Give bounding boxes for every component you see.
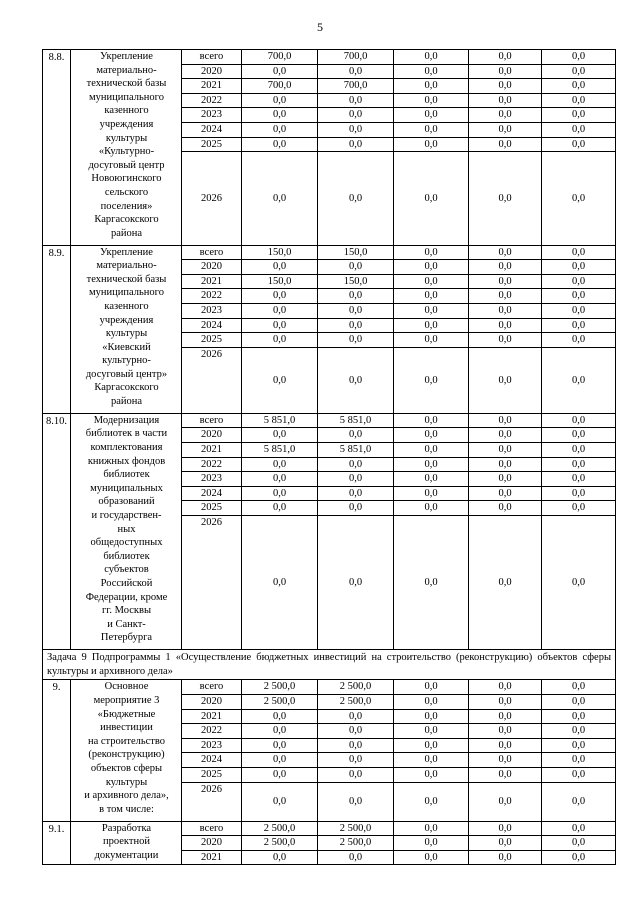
year-cell: 2021 — [182, 79, 242, 94]
value-cell: 0,0 — [469, 428, 542, 443]
value-cell: 0,0 — [542, 753, 616, 768]
value-cell: 0,0 — [318, 137, 394, 152]
value-cell: 0,0 — [542, 724, 616, 739]
value-cell: 0,0 — [469, 318, 542, 333]
value-cell: 0,0 — [469, 767, 542, 782]
value-cell: 0,0 — [394, 695, 469, 710]
value-cell: 0,0 — [542, 245, 616, 260]
budget-table — [42, 49, 616, 865]
value-cell: 0,0 — [394, 709, 469, 724]
value-cell: 0,0 — [318, 472, 394, 487]
value-cell: 0,0 — [394, 850, 469, 865]
value-cell: 0,0 — [469, 303, 542, 318]
table-row — [43, 680, 616, 695]
value-cell: 5 851,0 — [318, 413, 394, 428]
item-number: 9.1. — [43, 821, 71, 865]
value-cell: 0,0 — [242, 709, 318, 724]
year-cell: 2023 — [182, 303, 242, 318]
value-cell: 0,0 — [542, 850, 616, 865]
item-name-line: досуговый центр» — [85, 368, 168, 380]
value-cell: 0,0 — [394, 443, 469, 458]
year-cell: всего — [182, 821, 242, 836]
value-cell: 0,0 — [242, 767, 318, 782]
item-name-line: (реконструкцию) — [88, 749, 165, 761]
year-cell: 2020 — [182, 836, 242, 851]
value-cell: 0,0 — [469, 680, 542, 695]
item-name-line: инвестиции — [100, 722, 153, 734]
value-cell: 0,0 — [469, 108, 542, 123]
value-cell: 150,0 — [318, 245, 394, 260]
value-cell: 0,0 — [394, 724, 469, 739]
value-cell: 0,0 — [394, 782, 469, 821]
value-cell: 2 500,0 — [242, 821, 318, 836]
item-name-line: комплектования — [90, 442, 163, 454]
item-name-line: ных — [117, 523, 136, 535]
value-cell: 0,0 — [469, 516, 542, 650]
year-cell: всего — [182, 245, 242, 260]
value-cell: 0,0 — [394, 122, 469, 137]
value-cell: 0,0 — [542, 137, 616, 152]
value-cell: 0,0 — [469, 93, 542, 108]
year-cell: 2021 — [182, 850, 242, 865]
value-cell: 0,0 — [542, 709, 616, 724]
year-cell: 2021 — [182, 443, 242, 458]
value-cell: 0,0 — [542, 413, 616, 428]
year-cell: 2022 — [182, 289, 242, 304]
value-cell: 700,0 — [318, 50, 394, 65]
value-cell: 0,0 — [318, 850, 394, 865]
item-name-line: Основное — [104, 681, 149, 693]
value-cell: 0,0 — [394, 303, 469, 318]
year-cell: 2024 — [182, 318, 242, 333]
value-cell: 0,0 — [318, 738, 394, 753]
value-cell: 0,0 — [394, 347, 469, 413]
value-cell: 0,0 — [469, 836, 542, 851]
item-name-line: учреждения — [99, 118, 154, 130]
value-cell: 0,0 — [394, 767, 469, 782]
value-cell: 0,0 — [318, 347, 394, 413]
value-cell: 0,0 — [318, 152, 394, 245]
item-name-line: казенного — [104, 105, 149, 117]
value-cell: 0,0 — [318, 782, 394, 821]
value-cell: 0,0 — [242, 260, 318, 275]
value-cell: 0,0 — [318, 260, 394, 275]
value-cell: 2 500,0 — [318, 836, 394, 851]
year-cell: 2022 — [182, 457, 242, 472]
value-cell: 0,0 — [318, 122, 394, 137]
value-cell: 0,0 — [469, 738, 542, 753]
value-cell: 150,0 — [242, 274, 318, 289]
year-cell: 2025 — [182, 137, 242, 152]
year-cell: 2024 — [182, 486, 242, 501]
year-cell: всего — [182, 680, 242, 695]
value-cell: 0,0 — [394, 457, 469, 472]
value-cell: 0,0 — [542, 428, 616, 443]
value-cell: 700,0 — [242, 50, 318, 65]
year-cell: 2021 — [182, 709, 242, 724]
item-name-line: Каргасокского — [94, 382, 159, 394]
value-cell: 0,0 — [318, 318, 394, 333]
value-cell: 0,0 — [469, 472, 542, 487]
item-name-line: библиотек — [103, 550, 150, 562]
item-name-line: и архивного дела», — [84, 790, 169, 802]
value-cell: 0,0 — [318, 753, 394, 768]
item-name-line: книжных фондов — [87, 455, 166, 467]
item-name-line: муниципальных — [90, 482, 163, 494]
item-name-line: «Киевский — [102, 341, 151, 353]
year-cell: всего — [182, 413, 242, 428]
value-cell: 0,0 — [394, 413, 469, 428]
item-name-line: гг. Москвы — [101, 605, 152, 617]
table-row — [43, 821, 616, 836]
value-cell: 0,0 — [469, 457, 542, 472]
value-cell: 0,0 — [542, 443, 616, 458]
value-cell: 0,0 — [242, 724, 318, 739]
value-cell: 0,0 — [542, 516, 616, 650]
item-name — [71, 680, 182, 821]
value-cell: 0,0 — [394, 50, 469, 65]
value-cell: 0,0 — [469, 709, 542, 724]
value-cell: 0,0 — [394, 738, 469, 753]
value-cell: 0,0 — [242, 64, 318, 79]
item-number: 8.9. — [43, 245, 71, 413]
value-cell: 0,0 — [469, 79, 542, 94]
value-cell: 0,0 — [242, 753, 318, 768]
item-name-line: «Культурно- — [98, 146, 155, 158]
value-cell: 0,0 — [542, 472, 616, 487]
value-cell: 0,0 — [318, 709, 394, 724]
value-cell: 0,0 — [242, 782, 318, 821]
value-cell: 0,0 — [394, 152, 469, 245]
value-cell: 0,0 — [469, 333, 542, 348]
item-name-line: материально- — [96, 64, 157, 76]
value-cell: 2 500,0 — [318, 821, 394, 836]
table-row — [43, 245, 616, 260]
value-cell: 0,0 — [394, 428, 469, 443]
year-cell: 2026 — [182, 516, 242, 650]
item-name-line: Разработка — [101, 822, 152, 834]
value-cell: 0,0 — [394, 79, 469, 94]
value-cell: 0,0 — [469, 260, 542, 275]
item-name-line: Федерации, кроме — [85, 591, 168, 603]
value-cell: 0,0 — [469, 695, 542, 710]
value-cell: 0,0 — [542, 122, 616, 137]
item-name-line: объектов сферы — [90, 762, 163, 774]
value-cell: 5 851,0 — [242, 413, 318, 428]
value-cell: 0,0 — [542, 152, 616, 245]
value-cell: 0,0 — [542, 782, 616, 821]
table-row — [43, 413, 616, 428]
value-cell: 0,0 — [318, 93, 394, 108]
table-row — [43, 50, 616, 65]
item-name-line: культуры — [105, 328, 148, 340]
value-cell: 0,0 — [469, 245, 542, 260]
value-cell: 0,0 — [469, 850, 542, 865]
value-cell: 0,0 — [542, 289, 616, 304]
year-cell: 2021 — [182, 274, 242, 289]
item-name-line: технической базы — [86, 273, 167, 285]
item-name-line: культурно- — [102, 355, 151, 367]
year-cell: 2023 — [182, 738, 242, 753]
item-name-line: проектной — [103, 836, 150, 848]
item-name-line: документации — [94, 849, 159, 861]
item-number: 9. — [43, 680, 71, 821]
value-cell: 0,0 — [469, 821, 542, 836]
value-cell: 0,0 — [542, 486, 616, 501]
value-cell: 0,0 — [469, 486, 542, 501]
value-cell: 0,0 — [469, 64, 542, 79]
year-cell: 2025 — [182, 501, 242, 516]
value-cell: 0,0 — [242, 152, 318, 245]
item-name-line: досуговый центр — [88, 159, 165, 171]
value-cell: 0,0 — [242, 122, 318, 137]
value-cell: 0,0 — [542, 695, 616, 710]
item-name-line: мероприятие 3 — [93, 695, 160, 707]
value-cell: 0,0 — [394, 318, 469, 333]
value-cell: 0,0 — [242, 516, 318, 650]
value-cell: 150,0 — [242, 245, 318, 260]
value-cell: 0,0 — [242, 108, 318, 123]
value-cell: 0,0 — [318, 333, 394, 348]
value-cell: 0,0 — [242, 501, 318, 516]
year-cell: 2020 — [182, 260, 242, 275]
year-cell: 2026 — [182, 152, 242, 245]
value-cell: 0,0 — [469, 443, 542, 458]
value-cell: 0,0 — [318, 516, 394, 650]
item-name-line: культуры — [105, 776, 148, 788]
item-name-line: Укрепление — [100, 51, 153, 62]
value-cell: 0,0 — [242, 486, 318, 501]
value-cell: 0,0 — [542, 767, 616, 782]
value-cell: 0,0 — [469, 413, 542, 428]
value-cell: 0,0 — [318, 303, 394, 318]
value-cell: 2 500,0 — [242, 695, 318, 710]
item-name-line: материально- — [96, 260, 157, 272]
item-name-line: субъектов — [104, 564, 149, 576]
item-number: 8.8. — [43, 50, 71, 246]
value-cell: 0,0 — [469, 137, 542, 152]
item-name-line: района — [110, 396, 143, 408]
value-cell: 0,0 — [242, 93, 318, 108]
value-cell: 0,0 — [318, 724, 394, 739]
value-cell: 0,0 — [242, 472, 318, 487]
item-name-line: района — [110, 227, 143, 239]
value-cell: 0,0 — [394, 472, 469, 487]
item-name-line: муниципального — [89, 91, 164, 103]
value-cell: 0,0 — [242, 738, 318, 753]
item-name-line: Петербурга — [100, 632, 153, 644]
year-cell: 2024 — [182, 122, 242, 137]
value-cell: 0,0 — [469, 289, 542, 304]
value-cell: 0,0 — [542, 260, 616, 275]
value-cell: 0,0 — [394, 680, 469, 695]
value-cell: 0,0 — [394, 93, 469, 108]
year-cell: 2025 — [182, 767, 242, 782]
item-name-line: сельского — [104, 186, 149, 198]
value-cell: 0,0 — [242, 303, 318, 318]
value-cell: 0,0 — [469, 724, 542, 739]
item-name-line: общедоступных — [90, 537, 163, 549]
item-name-line: Новоюгинского — [91, 173, 162, 185]
value-cell: 0,0 — [242, 428, 318, 443]
value-cell: 5 851,0 — [242, 443, 318, 458]
value-cell: 0,0 — [394, 516, 469, 650]
item-name-line: в том числе: — [99, 803, 154, 815]
year-cell: 2020 — [182, 428, 242, 443]
item-name-line: муниципального — [89, 287, 164, 299]
year-cell: 2025 — [182, 333, 242, 348]
year-cell: 2024 — [182, 753, 242, 768]
value-cell: 0,0 — [318, 457, 394, 472]
value-cell: 0,0 — [542, 333, 616, 348]
value-cell: 0,0 — [394, 333, 469, 348]
item-number: 8.10. — [43, 413, 71, 649]
year-cell: 2026 — [182, 782, 242, 821]
value-cell: 0,0 — [542, 680, 616, 695]
value-cell: 0,0 — [469, 347, 542, 413]
item-name-line: Каргасокского — [94, 214, 159, 226]
item-name-line: образований — [98, 496, 155, 508]
value-cell: 0,0 — [318, 486, 394, 501]
item-name-line: технической базы — [86, 78, 167, 90]
value-cell: 0,0 — [542, 457, 616, 472]
year-cell: 2020 — [182, 64, 242, 79]
value-cell: 0,0 — [542, 318, 616, 333]
value-cell: 0,0 — [542, 836, 616, 851]
value-cell: 2 500,0 — [242, 680, 318, 695]
item-name — [71, 821, 182, 865]
item-name — [71, 413, 182, 649]
value-cell: 2 500,0 — [318, 695, 394, 710]
value-cell: 0,0 — [394, 274, 469, 289]
value-cell: 0,0 — [242, 347, 318, 413]
value-cell: 0,0 — [469, 753, 542, 768]
item-name-line: и государствен- — [91, 510, 162, 522]
value-cell: 0,0 — [394, 836, 469, 851]
value-cell: 0,0 — [469, 152, 542, 245]
table-body — [43, 50, 616, 865]
value-cell: 0,0 — [242, 289, 318, 304]
value-cell: 0,0 — [394, 501, 469, 516]
item-name-line: Российской — [100, 578, 153, 590]
item-name-line: на строительство — [87, 735, 166, 747]
value-cell: 700,0 — [318, 79, 394, 94]
value-cell: 0,0 — [542, 738, 616, 753]
value-cell: 0,0 — [242, 333, 318, 348]
value-cell: 0,0 — [318, 108, 394, 123]
value-cell: 0,0 — [542, 274, 616, 289]
item-name — [71, 50, 182, 246]
value-cell: 2 500,0 — [318, 680, 394, 695]
item-name-line: культуры — [105, 132, 148, 144]
value-cell: 0,0 — [542, 64, 616, 79]
year-cell: 2022 — [182, 93, 242, 108]
value-cell: 0,0 — [318, 767, 394, 782]
value-cell: 0,0 — [542, 50, 616, 65]
value-cell: 150,0 — [318, 274, 394, 289]
page-number: 5 — [317, 20, 323, 34]
value-cell: 0,0 — [542, 821, 616, 836]
year-cell: 2022 — [182, 724, 242, 739]
value-cell: 0,0 — [469, 274, 542, 289]
value-cell: 0,0 — [542, 347, 616, 413]
value-cell: 0,0 — [242, 457, 318, 472]
item-name-line: казенного — [104, 300, 149, 312]
year-cell: всего — [182, 50, 242, 65]
task-heading: Задача 9 Подпрограммы 1 «Осуществление бюджетных инвестиций на строительство (реконструкцию) объектов сферы культуры и архивного дела» — [43, 650, 616, 680]
value-cell: 5 851,0 — [318, 443, 394, 458]
value-cell: 0,0 — [318, 289, 394, 304]
item-name-line: и Санкт- — [107, 618, 146, 630]
value-cell: 0,0 — [394, 260, 469, 275]
year-cell: 2023 — [182, 108, 242, 123]
value-cell: 0,0 — [242, 850, 318, 865]
value-cell: 0,0 — [542, 93, 616, 108]
value-cell: 0,0 — [469, 122, 542, 137]
value-cell: 0,0 — [242, 137, 318, 152]
year-cell: 2023 — [182, 472, 242, 487]
item-name-line: библиотек в части — [85, 428, 168, 440]
value-cell: 0,0 — [542, 108, 616, 123]
value-cell: 0,0 — [394, 64, 469, 79]
value-cell: 2 500,0 — [242, 836, 318, 851]
value-cell: 0,0 — [242, 318, 318, 333]
value-cell: 0,0 — [394, 108, 469, 123]
value-cell: 0,0 — [394, 137, 469, 152]
item-name-line: учреждения — [99, 314, 154, 326]
item-name-line: Укрепление — [100, 246, 153, 258]
value-cell: 0,0 — [542, 79, 616, 94]
task-row — [43, 650, 616, 680]
value-cell: 0,0 — [469, 50, 542, 65]
value-cell: 0,0 — [394, 821, 469, 836]
value-cell: 0,0 — [318, 428, 394, 443]
year-cell: 2026 — [182, 347, 242, 413]
value-cell: 700,0 — [242, 79, 318, 94]
item-name-line: поселения» — [100, 200, 153, 212]
value-cell: 0,0 — [394, 245, 469, 260]
item-name — [71, 245, 182, 413]
value-cell: 0,0 — [469, 782, 542, 821]
value-cell: 0,0 — [469, 501, 542, 516]
value-cell: 0,0 — [394, 289, 469, 304]
year-cell: 2020 — [182, 695, 242, 710]
value-cell: 0,0 — [394, 753, 469, 768]
value-cell: 0,0 — [542, 303, 616, 318]
item-name-line: «Бюджетные — [97, 708, 156, 720]
item-name-line: библиотек — [103, 469, 150, 481]
value-cell: 0,0 — [394, 486, 469, 501]
value-cell: 0,0 — [542, 501, 616, 516]
item-name-line: Модернизация — [93, 414, 160, 426]
value-cell: 0,0 — [318, 64, 394, 79]
value-cell: 0,0 — [318, 501, 394, 516]
